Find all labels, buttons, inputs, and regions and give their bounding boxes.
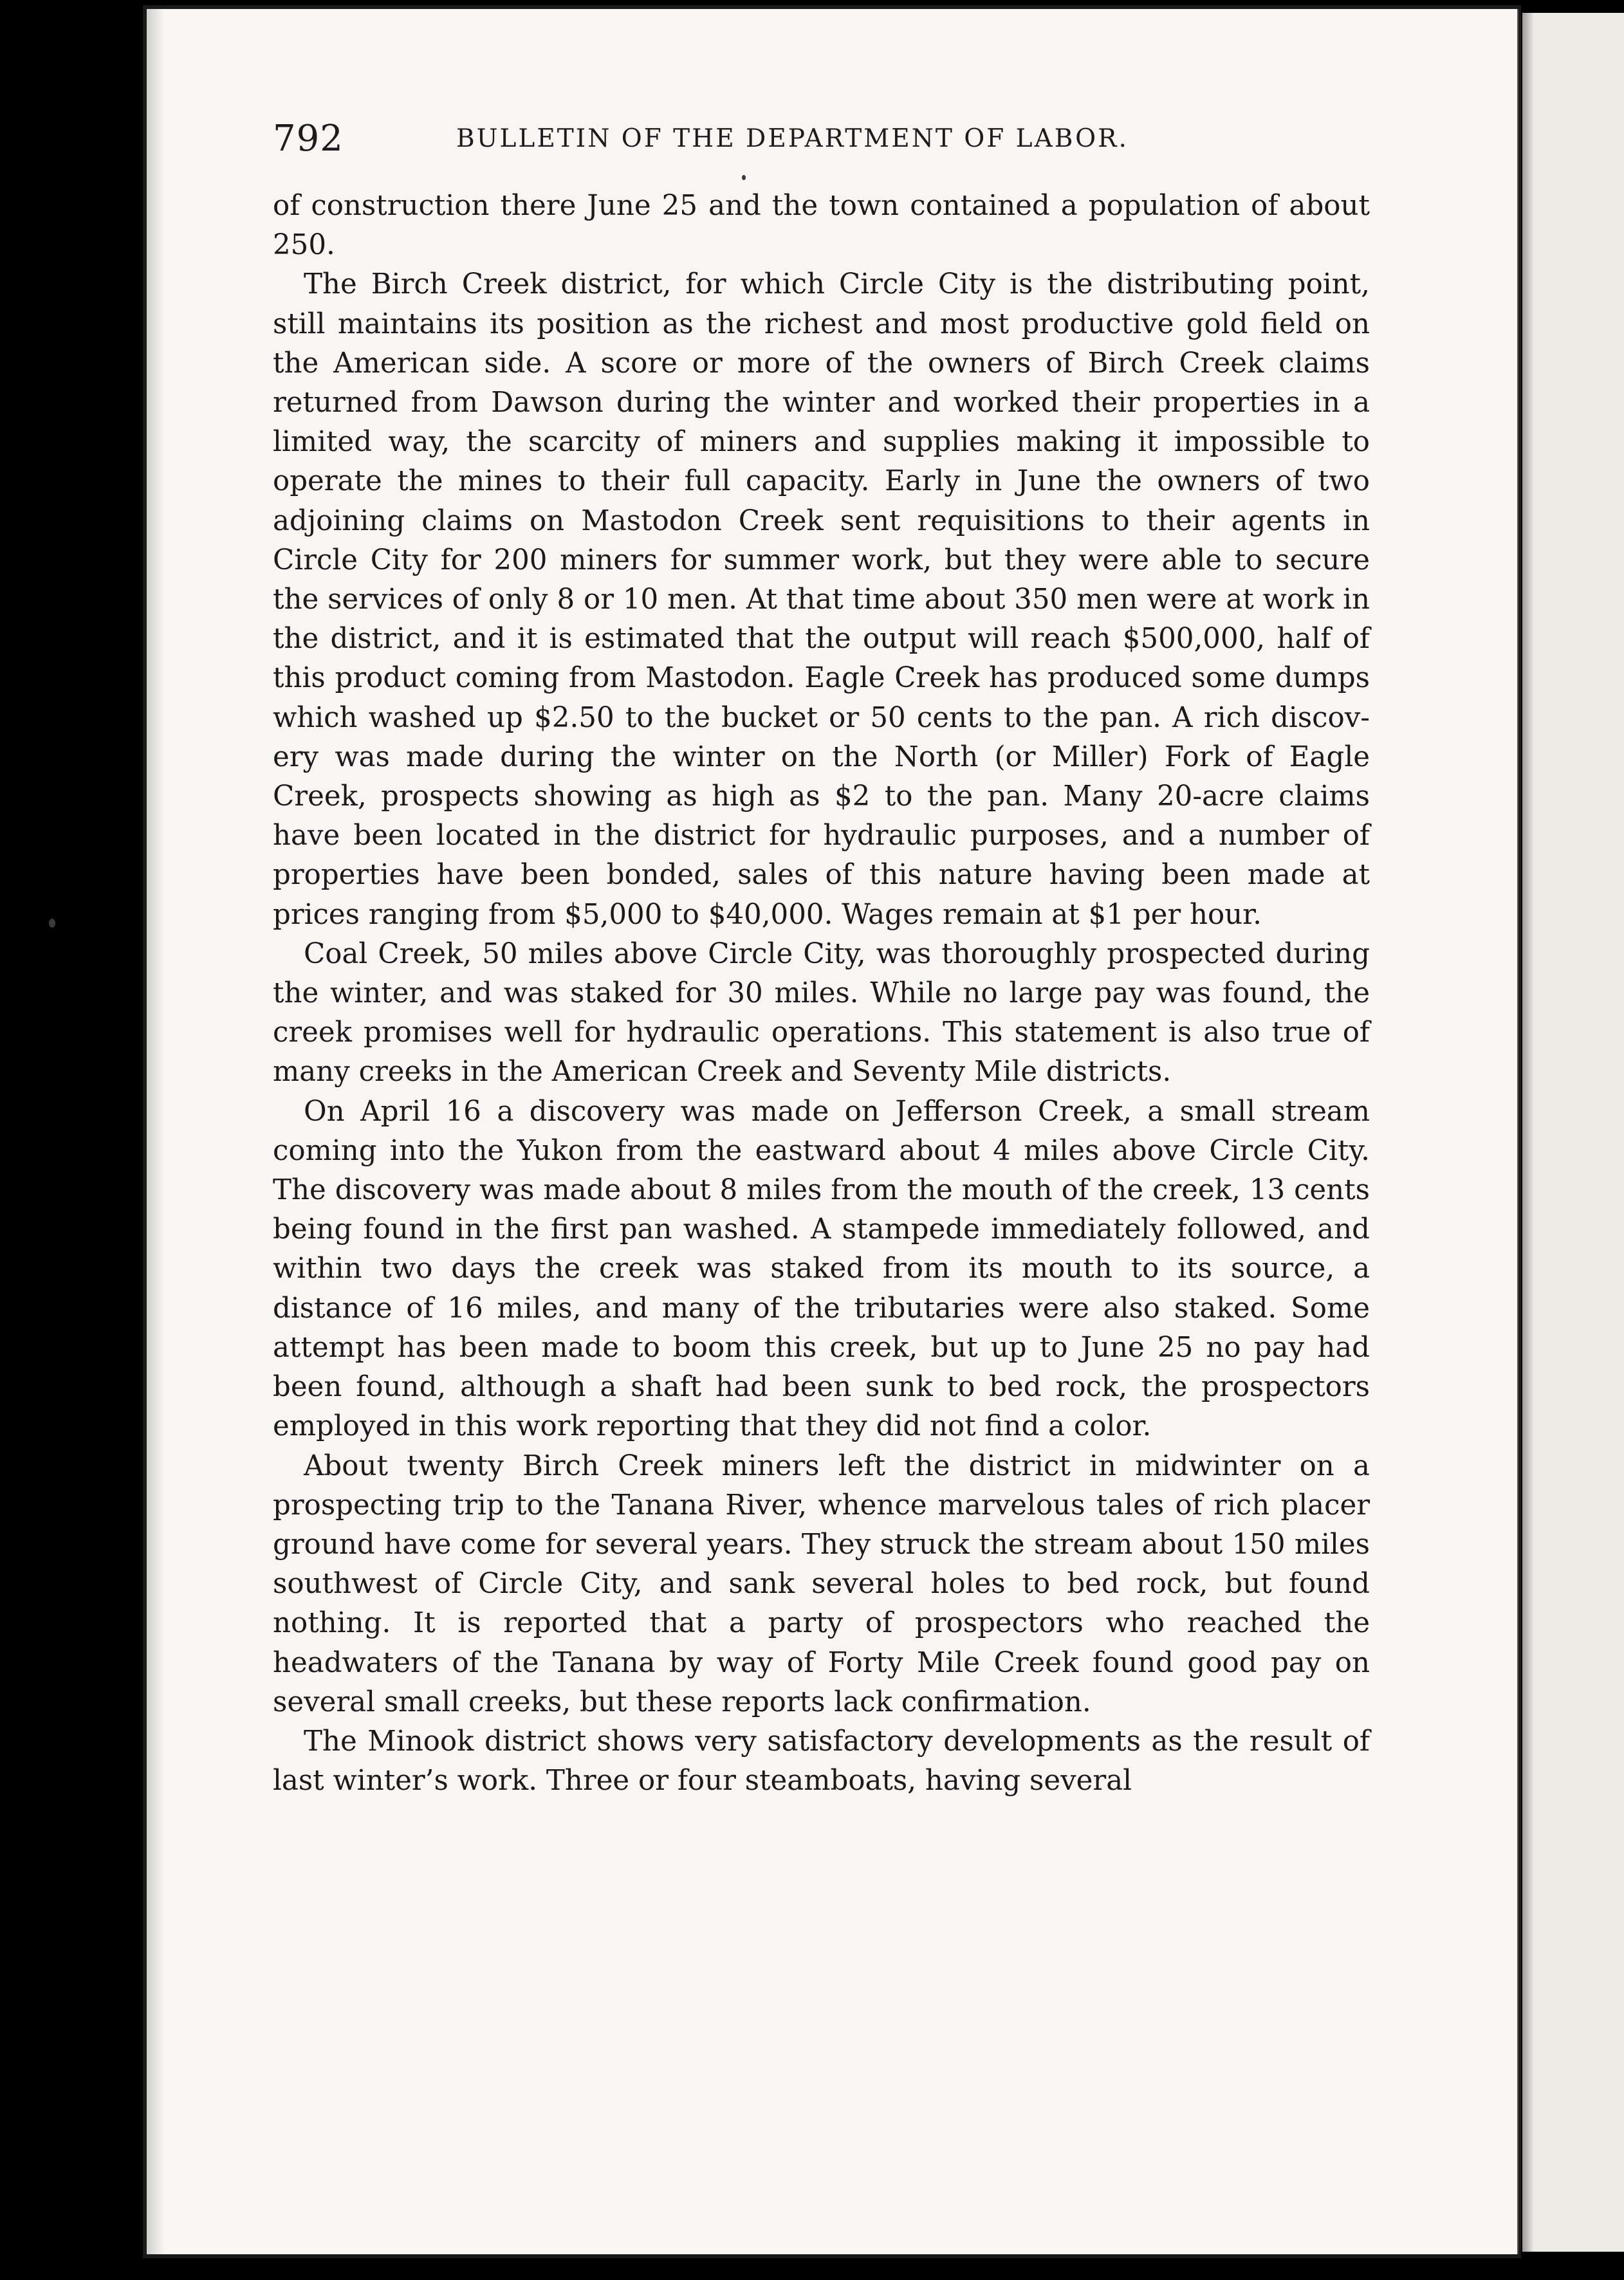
- paragraph-minook-district: The Minook district shows very satisfactory developments as the result of last winter’s work. Three or four steamboats, having several: [273, 1725, 1370, 1797]
- scan-speck: [49, 919, 55, 928]
- paragraph-tanana-river: About twenty Birch Creek miners left the district in midwinter on a prospecting trip to the Tanana River, whence marvelous tales of rich placer ground have come for several years. They struck the stream about 150 miles southwest of Circle City, and sank several holes to bed rock, but found nothing. It is reported that a party of prospectors who reached the headwaters of the Tanana by way of Forty Mile Creek found good pay on several small creeks, but these reports lack confirmation.: [273, 1449, 1370, 1718]
- page-right-edge: [1517, 9, 1518, 2254]
- paragraph-jefferson-creek: On April 16 a discovery was made on Jefferson Creek, a small stream coming into the Yukon from the eastward about 4 miles above Circle City. The discovery was made about 8 miles from the mouth of the creek, 13 cents being found in the first pan washed. A stampede immediately followed, and within two days the creek was staked from its mouth to its source, a distance of 16 miles, and many of the tributaries were also staked. Some attempt has been made to boom this creek, but up to June 25 no pay had been found, although a shaft had been sunk to bed rock, the prospectors employed in this work reporting that they did not find a color.: [273, 1095, 1370, 1443]
- running-head: [273, 113, 1370, 165]
- facing-page-edge: [1522, 13, 1624, 2252]
- paragraph-continued: of construction there June 25 and the town contained a population of about 250.: [273, 190, 1370, 262]
- paragraph-coal-creek: Coal Creek, 50 miles above Circle City, was thoroughly prospected during the winter, and was staked for 30 miles. While no large pay was found, the creek promises well for hydraulic operations. This statement is also true of many creeks in the American Creek and Seventy Mile districts.: [273, 937, 1370, 1089]
- body-text: [273, 187, 1370, 1801]
- scan-speck: [742, 175, 746, 180]
- paragraph-birch-creek: The Birch Creek district, for which Circle City is the distributing point, still maintains its position as the richest and most productive gold field on the American side. A score or more of the owners of Birch Creek claims returned from Dawson during the winter and worked their properties in a limited way, the scarcity of miners and supplies making it impossible to operate the mines to their full capacity. Early in June the owners of two adjoining claims on Mastodon Creek sent requisitions to their agents in Circle City for 200 miners for summer work, but they were able to secure the services of only 8 or 10 men. At that time about 350 men were at work in the district, and it is estimated that the output will reach $500,000, half of this product coming from Mastodon. Eagle Creek has produced some dumps which washed up $2.50 to the bucket or 50 cents to the pan. A rich discovery was made during the winter on the North (or Miller) Fork of Eagle Creek, prospects showing as high as $2 to the pan. Many 20-acre claims have been located in the district for hydraulic purposes, and a number of properties have been bonded, sales of this nature having been made at prices ranging from $5,000 to $40,000. Wages remain at $1 per hour.: [273, 268, 1370, 931]
- facing-page-shadow: [1522, 13, 1534, 2252]
- running-title: BULLETIN OF THE DEPARTMENT OF LABOR.: [456, 124, 1129, 153]
- page-number: 792: [273, 118, 344, 160]
- page-gutter-shadow: [147, 9, 163, 2254]
